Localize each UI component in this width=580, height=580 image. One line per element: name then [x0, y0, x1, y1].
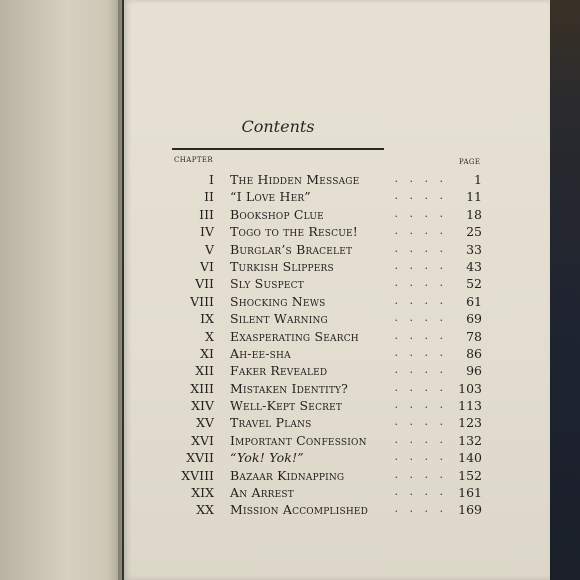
- dot-leader: . . . .: [394, 258, 447, 272]
- chapter-title: Bookshop Clue: [230, 206, 324, 222]
- toc-entry: [172, 224, 482, 241]
- dot-leader: . . . .: [394, 206, 447, 220]
- chapter-title: Silent Warning: [230, 311, 328, 327]
- dot-leader: . . . .: [394, 172, 447, 185]
- page-number: 169: [458, 502, 482, 518]
- page-number: 78: [466, 328, 482, 344]
- chapter-title: Sly Suspect: [230, 276, 304, 292]
- chapter-title: Mission Accomplished: [230, 502, 369, 518]
- toc-entry: [172, 207, 482, 224]
- toc-entry: [172, 450, 482, 467]
- toc-entry: [172, 346, 482, 363]
- toc-entry: [172, 433, 482, 450]
- page-number: 33: [466, 241, 482, 257]
- dot-leader: . . . .: [394, 345, 447, 359]
- facing-page: [0, 0, 122, 580]
- page-number: 113: [458, 398, 482, 414]
- page-number: 52: [466, 276, 482, 292]
- chapter-number: XIX: [191, 485, 214, 501]
- toc-entry: [172, 311, 482, 328]
- chapter-title: Travel Plans: [230, 415, 312, 431]
- dot-leader: . . . .: [394, 415, 447, 429]
- title-underline: [172, 148, 384, 150]
- page-number: 11: [466, 189, 482, 205]
- page-number: 132: [458, 432, 482, 448]
- toc-entry: [172, 329, 482, 346]
- chapter-number: XVII: [186, 450, 214, 466]
- toc-entry: [172, 398, 482, 415]
- toc-entry: [172, 259, 482, 276]
- dot-leader: . . . .: [394, 224, 447, 238]
- chapter-title: Turkish Slippers: [230, 258, 334, 274]
- dot-leader: . . . .: [394, 311, 447, 325]
- chapter-title: The Hidden Message: [230, 172, 360, 187]
- dot-leader: . . . .: [394, 467, 447, 481]
- background-surface: [548, 0, 580, 580]
- chapter-number: IX: [200, 311, 214, 327]
- page-number: 61: [466, 293, 482, 309]
- dot-leader: . . . .: [394, 450, 447, 464]
- dot-leader: . . . .: [394, 502, 447, 516]
- toc-entry: [172, 468, 482, 485]
- toc-entry: [172, 363, 482, 380]
- chapter-number: II: [204, 189, 214, 205]
- chapter-title: “I Love Her”: [230, 189, 311, 205]
- chapter-title: Mistaken Identity?: [230, 380, 349, 396]
- dot-leader: . . . .: [394, 241, 447, 255]
- page-number: 25: [466, 224, 482, 240]
- dot-leader: . . . .: [394, 398, 447, 412]
- toc-entry: [172, 276, 482, 293]
- chapter-number: V: [204, 241, 214, 257]
- page-number: 43: [466, 258, 482, 274]
- page-number: 103: [458, 380, 482, 396]
- chapter-title: Well-Kept Secret: [230, 398, 343, 414]
- chapter-number: IV: [200, 224, 214, 240]
- chapter-title: Important Confession: [230, 432, 367, 448]
- dot-leader: . . . .: [394, 293, 447, 307]
- dot-leader: . . . .: [394, 432, 447, 446]
- page-number: 18: [466, 206, 482, 222]
- page-title: Contents: [241, 117, 315, 136]
- dot-leader: . . . .: [394, 328, 447, 342]
- toc-entry: [172, 415, 482, 432]
- chapter-title: An Arrest: [230, 485, 294, 501]
- chapter-number: XIV: [191, 398, 214, 414]
- chapter-number: VI: [200, 258, 214, 274]
- toc-entry: [172, 242, 482, 259]
- page-number: 152: [458, 467, 482, 483]
- chapter-number: XI: [200, 345, 214, 361]
- page-number: 161: [458, 485, 482, 501]
- page-number: 96: [466, 363, 482, 379]
- chapter-number: XVIII: [181, 467, 214, 483]
- toc-entry: [172, 294, 482, 311]
- page-number: 69: [466, 311, 482, 327]
- chapter-number: XII: [195, 363, 214, 379]
- chapter-number: VII: [195, 276, 214, 292]
- chapter-number: I: [209, 172, 214, 187]
- toc-entry: [172, 172, 482, 189]
- chapter-number: X: [205, 328, 214, 344]
- chapter-title: Shocking News: [230, 293, 326, 309]
- chapter-number: XIII: [190, 380, 214, 396]
- chapter-title: Ah-ee-sha: [230, 345, 291, 361]
- page-number: 123: [458, 415, 482, 431]
- toc-entry: [172, 485, 482, 502]
- dot-leader: . . . .: [394, 380, 447, 394]
- dot-leader: . . . .: [394, 485, 447, 499]
- dot-leader: . . . .: [394, 189, 447, 203]
- chapter-title: Bazaar Kidnapping: [230, 467, 345, 483]
- page-number: 140: [458, 450, 482, 466]
- chapter-title: Exasperating Search: [230, 328, 359, 344]
- toc-entry: [172, 502, 482, 519]
- toc-entry: [172, 381, 482, 398]
- chapter-number: III: [199, 206, 214, 222]
- chapter-title: “Yok! Yok!”: [230, 450, 304, 466]
- page-number: 1: [474, 172, 482, 187]
- table-of-contents: [172, 172, 482, 520]
- chapter-title: Togo to the Rescue!: [230, 224, 359, 240]
- toc-entry: [172, 189, 482, 206]
- dot-leader: . . . .: [394, 276, 447, 290]
- chapter-number: XV: [196, 415, 214, 431]
- page-column-heading: PAGE: [459, 158, 481, 166]
- dot-leader: . . . .: [394, 363, 447, 377]
- chapter-title: Burglar’s Bracelet: [230, 241, 353, 257]
- chapter-number: XX: [196, 502, 214, 518]
- chapter-title: Faker Revealed: [230, 363, 328, 379]
- chapter-column-heading: CHAPTER: [174, 156, 214, 164]
- page-number: 86: [466, 345, 482, 361]
- chapter-number: XVI: [191, 432, 214, 448]
- chapter-number: VIII: [190, 293, 214, 309]
